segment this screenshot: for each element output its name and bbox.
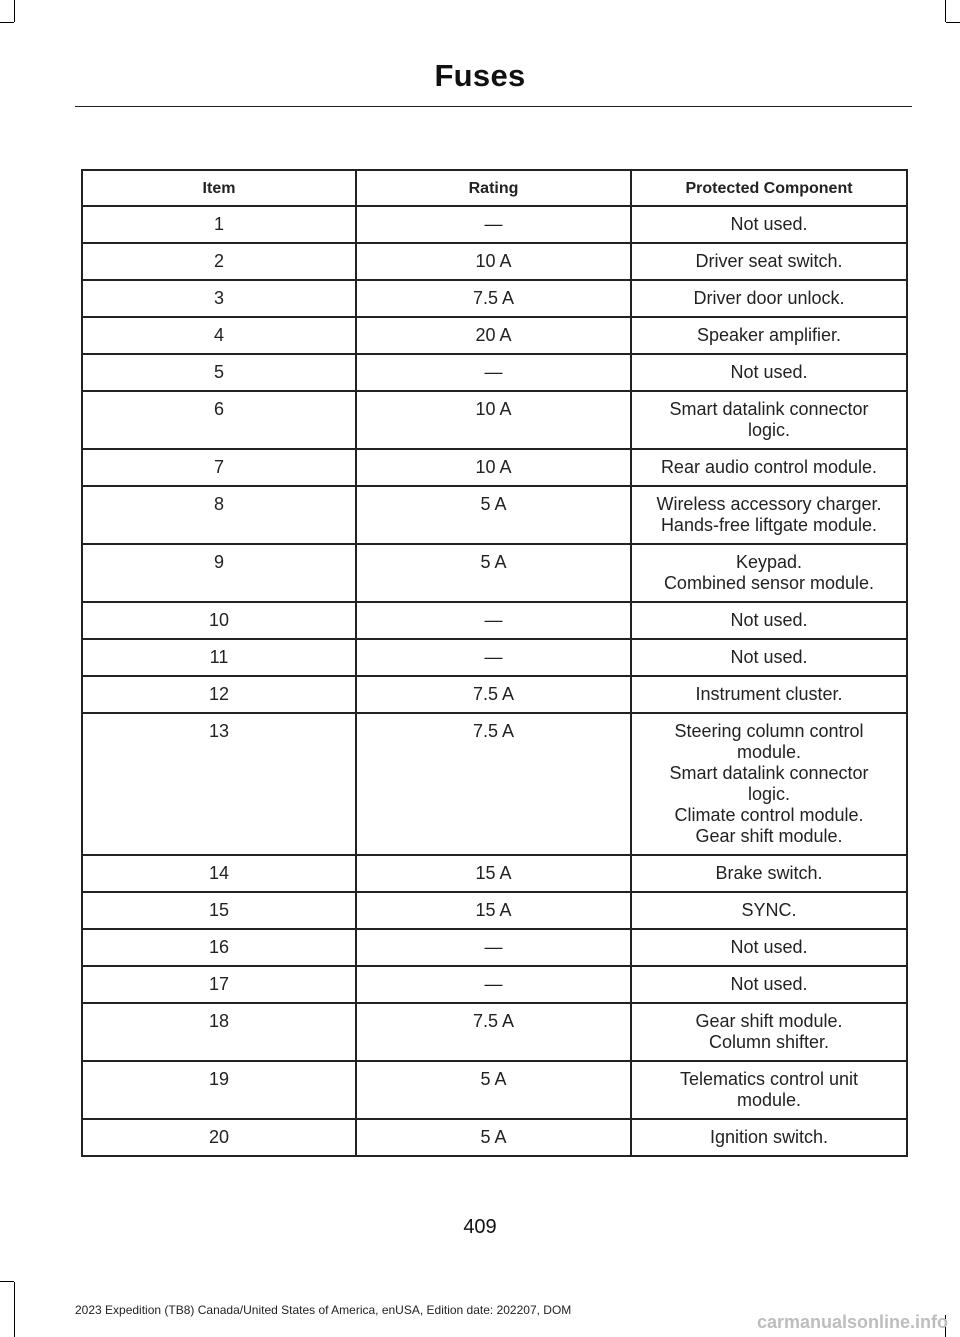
rating-cell: — xyxy=(356,929,631,966)
rating-cell: — xyxy=(356,639,631,676)
protected-component-cell xyxy=(631,280,907,317)
table-row xyxy=(82,1003,907,1061)
item-cell: 9 xyxy=(82,544,356,602)
rating-cell: 10 A xyxy=(356,391,631,449)
rating-cell: 5 A xyxy=(356,1061,631,1119)
protected-component-cell xyxy=(631,892,907,929)
protected-component-line: Wireless accessory charger. xyxy=(656,494,882,514)
rating-cell: 5 A xyxy=(356,544,631,602)
protected-component-line: Gear shift module. xyxy=(695,1011,843,1031)
crop-mark-bottom-left-h xyxy=(0,1281,14,1282)
protected-component-line: Combined sensor module. xyxy=(663,573,875,593)
protected-component-line: Climate control module. xyxy=(674,805,864,825)
rating-cell: 7.5 A xyxy=(356,280,631,317)
item-cell: 11 xyxy=(82,639,356,676)
protected-component-line: Gear shift module. xyxy=(695,826,843,846)
protected-component-line: logic. xyxy=(747,420,791,440)
rating-cell: — xyxy=(356,354,631,391)
protected-component-line: Ignition switch. xyxy=(709,1127,829,1147)
page-title: Fuses xyxy=(434,58,526,93)
item-cell: 18 xyxy=(82,1003,356,1061)
item-cell: 14 xyxy=(82,855,356,892)
table-header-row xyxy=(82,170,907,206)
column-header-rating: Rating xyxy=(356,170,631,206)
protected-component-line: logic. xyxy=(747,784,791,804)
protected-component-line: SYNC. xyxy=(741,900,797,920)
rating-cell: 15 A xyxy=(356,892,631,929)
protected-component-line: Not used. xyxy=(730,974,808,994)
protected-component-cell xyxy=(631,1119,907,1156)
table-row xyxy=(82,676,907,713)
table-row xyxy=(82,639,907,676)
item-cell: 2 xyxy=(82,243,356,280)
rating-cell: — xyxy=(356,206,631,243)
item-cell: 5 xyxy=(82,354,356,391)
column-header-protected-component: Protected Component xyxy=(631,170,907,206)
protected-component-line: Not used. xyxy=(730,937,808,957)
table-row xyxy=(82,243,907,280)
table-row xyxy=(82,206,907,243)
table-row xyxy=(82,602,907,639)
protected-component-line: Speaker amplifier. xyxy=(696,325,842,345)
protected-component-cell xyxy=(631,929,907,966)
rating-cell: — xyxy=(356,966,631,1003)
protected-component-line: Driver seat switch. xyxy=(695,251,843,271)
crop-mark-top-left-h xyxy=(0,22,14,23)
crop-mark-top-right-h xyxy=(946,22,960,23)
item-cell: 19 xyxy=(82,1061,356,1119)
protected-component-cell xyxy=(631,602,907,639)
protected-component-cell xyxy=(631,1061,907,1119)
protected-component-line: module. xyxy=(736,1090,802,1110)
table-row xyxy=(82,486,907,544)
item-cell: 3 xyxy=(82,280,356,317)
item-cell: 15 xyxy=(82,892,356,929)
table-row xyxy=(82,280,907,317)
rating-cell: 7.5 A xyxy=(356,676,631,713)
protected-component-cell xyxy=(631,639,907,676)
item-cell: 1 xyxy=(82,206,356,243)
protected-component-line: Instrument cluster. xyxy=(695,684,843,704)
item-cell: 4 xyxy=(82,317,356,354)
fuse-table xyxy=(81,169,908,1157)
protected-component-line: module. xyxy=(736,742,802,762)
page-number: 409 xyxy=(463,1216,497,1238)
table-row xyxy=(82,544,907,602)
protected-component-line: Not used. xyxy=(730,214,808,234)
item-cell: 20 xyxy=(82,1119,356,1156)
rating-cell: — xyxy=(356,602,631,639)
protected-component-line: Column shifter. xyxy=(708,1032,830,1052)
table-row xyxy=(82,929,907,966)
protected-component-cell xyxy=(631,317,907,354)
protected-component-line: Telematics control unit xyxy=(679,1069,859,1089)
rating-cell: 5 A xyxy=(356,1119,631,1156)
rating-cell: 5 A xyxy=(356,486,631,544)
protected-component-line: Not used. xyxy=(730,362,808,382)
table-row xyxy=(82,713,907,855)
table-row xyxy=(82,354,907,391)
protected-component-line: Steering column control xyxy=(674,721,864,741)
protected-component-cell xyxy=(631,855,907,892)
item-cell: 7 xyxy=(82,449,356,486)
table-row xyxy=(82,892,907,929)
table-row xyxy=(82,317,907,354)
protected-component-cell xyxy=(631,354,907,391)
protected-component-cell xyxy=(631,391,907,449)
item-cell: 10 xyxy=(82,602,356,639)
item-cell: 8 xyxy=(82,486,356,544)
protected-component-cell xyxy=(631,486,907,544)
column-header-item: Item xyxy=(82,170,356,206)
rating-cell: 7.5 A xyxy=(356,713,631,855)
rating-cell: 7.5 A xyxy=(356,1003,631,1061)
protected-component-line: Smart datalink connector xyxy=(669,399,869,419)
table-row xyxy=(82,1119,907,1156)
crop-mark-top-left-v xyxy=(14,0,15,22)
header-divider xyxy=(75,106,912,107)
protected-component-cell xyxy=(631,676,907,713)
footer-edition-info: 2023 Expedition (TB8) Canada/United States of America, enUSA, Edition date: 202207, DOM xyxy=(75,1303,572,1317)
protected-component-cell xyxy=(631,966,907,1003)
protected-component-cell xyxy=(631,206,907,243)
rating-cell: 10 A xyxy=(356,243,631,280)
rating-cell: 15 A xyxy=(356,855,631,892)
table-row xyxy=(82,966,907,1003)
item-cell: 6 xyxy=(82,391,356,449)
protected-component-line: Not used. xyxy=(730,647,808,667)
item-cell: 13 xyxy=(82,713,356,855)
protected-component-line: Smart datalink connector xyxy=(669,763,869,783)
table-row xyxy=(82,391,907,449)
rating-cell: 10 A xyxy=(356,449,631,486)
crop-mark-bottom-left-v xyxy=(14,1282,15,1337)
table-row xyxy=(82,449,907,486)
protected-component-line: Brake switch. xyxy=(715,863,823,883)
item-cell: 12 xyxy=(82,676,356,713)
table-row xyxy=(82,855,907,892)
protected-component-line: Driver door unlock. xyxy=(693,288,845,308)
item-cell: 16 xyxy=(82,929,356,966)
protected-component-cell xyxy=(631,544,907,602)
rating-cell: 20 A xyxy=(356,317,631,354)
crop-mark-top-right-v xyxy=(945,0,946,22)
watermark: carmanualsonline.info xyxy=(756,1312,948,1332)
item-cell: 17 xyxy=(82,966,356,1003)
protected-component-cell xyxy=(631,243,907,280)
protected-component-line: Not used. xyxy=(730,610,808,630)
fuse-table-body xyxy=(82,206,907,1156)
table-row xyxy=(82,1061,907,1119)
protected-component-line: Hands-free liftgate module. xyxy=(660,515,878,535)
protected-component-cell xyxy=(631,1003,907,1061)
protected-component-line: Keypad. xyxy=(735,552,803,572)
protected-component-cell xyxy=(631,713,907,855)
protected-component-line: Rear audio control module. xyxy=(660,457,878,477)
protected-component-cell xyxy=(631,449,907,486)
